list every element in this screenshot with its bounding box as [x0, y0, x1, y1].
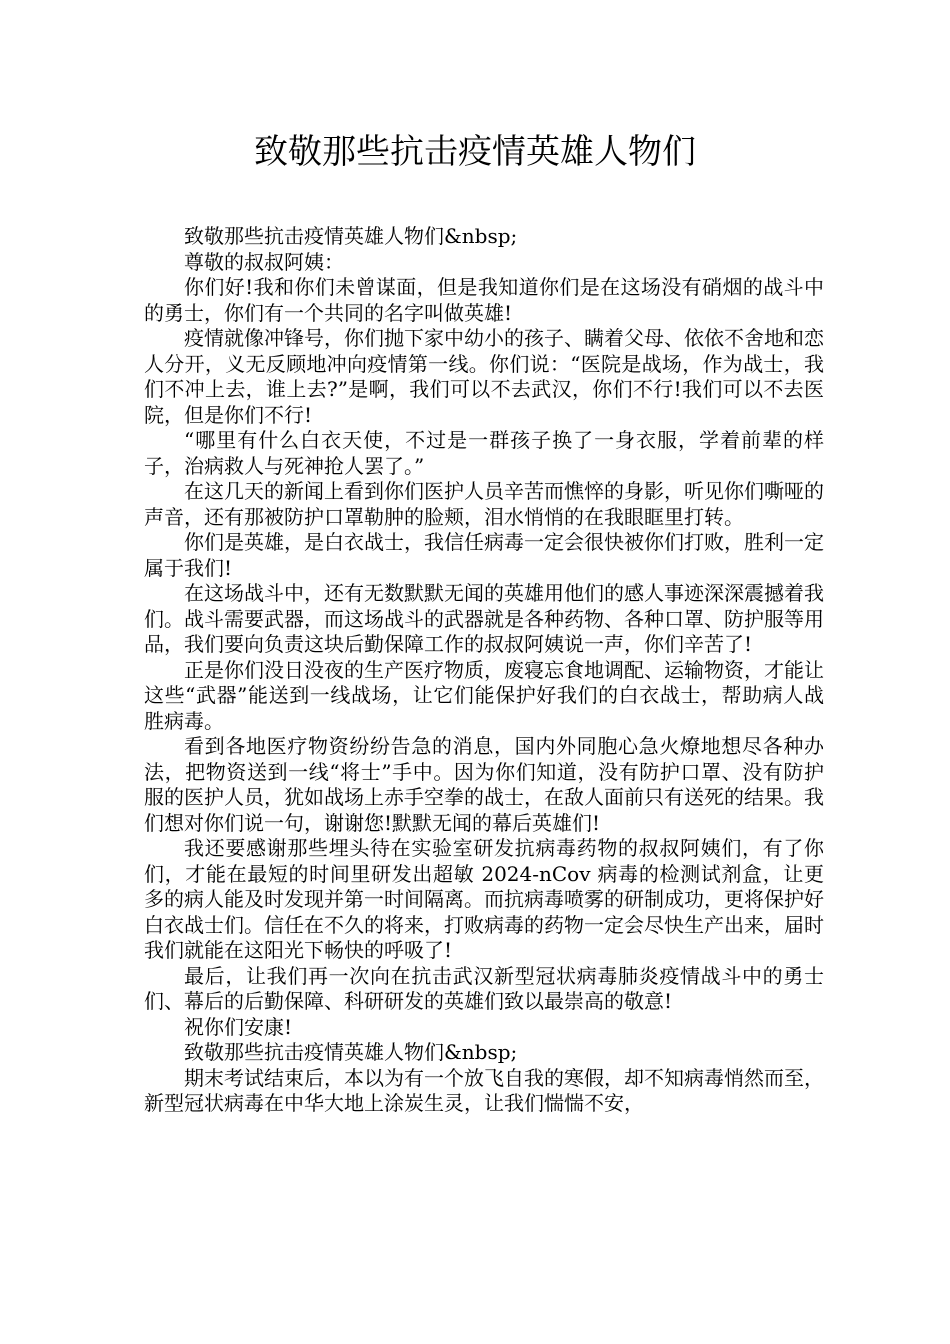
- paragraph: “哪里有什么白衣天使，不过是一群孩子换了一身衣服，学着前辈的样子，治病救人与死神抢人罢了。”: [144, 428, 824, 478]
- paragraph: 在这几天的新闻上看到你们医护人员辛苦而憔悴的身影，听见你们嘶哑的声音，还有那被防护口罩勒肿的脸颊，泪水悄悄的在我眼眶里打转。: [144, 479, 824, 529]
- paragraph: 致敬那些抗击疫情英雄人物们&nbsp;: [184, 1040, 518, 1064]
- paragraph: 祝你们安康!: [184, 1014, 293, 1039]
- document-body: [144, 224, 824, 1117]
- paragraph: 你们是英雄，是白衣战士，我信任病毒一定会很快被你们打败，胜利一定属于我们!: [144, 530, 824, 580]
- paragraph: 最后，让我们再一次向在抗击武汉新型冠状病毒肺炎疫情战斗中的勇士们、幕后的后勤保障、科研研发的英雄们致以最崇高的敬意!: [144, 963, 824, 1013]
- paragraph: 在这场战斗中，还有无数默默无闻的英雄用他们的感人事迹深深震撼着我们。战斗需要武器，而这场战斗的武器就是各种药物、各种口罩、防护服等用品，我们要向负责这块后勤保障工作的叔叔阿姨说一声，你们辛苦了!: [144, 581, 824, 656]
- paragraph: 致敬那些抗击疫情英雄人物们&nbsp;: [184, 224, 518, 248]
- paragraph: 疫情就像冲锋号，你们抛下家中幼小的孩子、瞒着父母、依依不舍地和恋人分开，义无反顾地冲向疫情第一线。你们说：“医院是战场，作为战士，我们不冲上去，谁上去?”是啊，我们可以不去武汉，你们不行!我们可以不去医院，但是你们不行!: [144, 326, 824, 427]
- paragraph: 尊敬的叔叔阿姨：: [184, 249, 344, 274]
- document-title: 致敬那些抗击疫情英雄人物们: [254, 132, 696, 172]
- paragraph: 期末考试结束后，本以为有一个放飞自我的寒假，却不知病毒悄然而至，新型冠状病毒在中华大地上涂炭生灵，让我们惴惴不安，: [144, 1065, 824, 1115]
- paragraph: 我还要感谢那些埋头待在实验室研发抗病毒药物的叔叔阿姨们，有了你们，才能在最短的时间里研发出超敏 2024-nCov 病毒的检测试剂盒，让更多的病人能及时发现并第一时间隔离。而抗病毒喷雾的研制成功，更将保护好白衣战士们。信任在不久的将来，打败病毒的药物一定会尽快生产出来，届时我们就能在这阳光下畅快的呼吸了!: [144, 836, 824, 962]
- paragraph: 正是你们没日没夜的生产医疗物质，废寝忘食地调配、运输物资，才能让这些“武器”能送到一线战场，让它们能保护好我们的白衣战士，帮助病人战胜病毒。: [144, 657, 824, 733]
- paragraph: 看到各地医疗物资纷纷告急的消息，国内外同胞心急火燎地想尽各种办法，把物资送到一线“将士”手中。因为你们知道，没有防护口罩、没有防护服的医护人员，犹如战场上赤手空拳的战士，在敌人面前只有送死的结果。我们想对你们说一句，谢谢您!默默无闻的幕后英雄们!: [144, 734, 824, 835]
- paragraph: 你们好!我和你们未曾谋面，但是我知道你们是在这场没有硝烟的战斗中的勇士，你们有一个共同的名字叫做英雄!: [144, 275, 824, 325]
